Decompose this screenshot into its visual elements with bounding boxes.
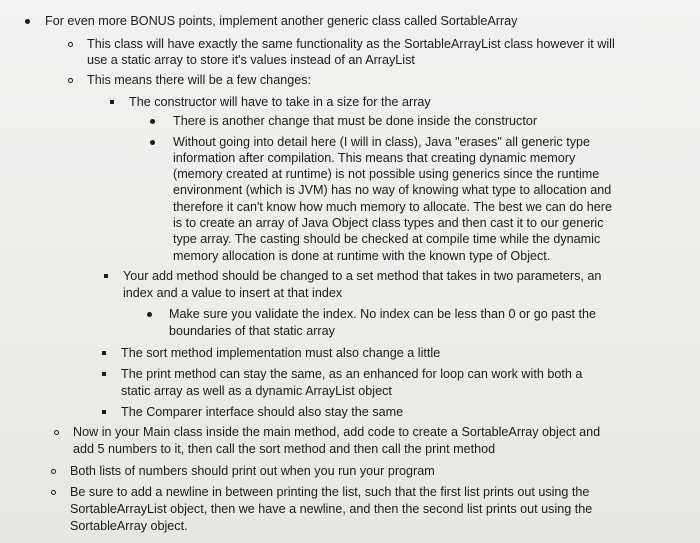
text-line: Your add method should be changed to a set method that takes in two parameters, an xyxy=(123,269,602,283)
text-line: add 5 numbers to it, then call the sort method and then call the print method xyxy=(73,442,496,456)
text-line: SortableArray object. xyxy=(70,519,188,533)
hollow-bullet-icon xyxy=(68,78,73,83)
hollow-bullet-icon xyxy=(51,490,56,495)
text-line: type array. The casting should be checked at compile time while the dynamic xyxy=(173,232,601,246)
text-line: The constructor will have to take in a size for the array xyxy=(129,95,431,109)
text-line: Without going into detail here (I will in class), Java "erases" all generic type xyxy=(173,135,591,149)
round-bullet-icon xyxy=(147,312,152,317)
text-line: For even more BONUS points, implement another generic class called SortableArray xyxy=(45,14,518,28)
text-line: Both lists of numbers should print out when you run your program xyxy=(70,464,435,478)
text-line: The Comparer interface should also stay the same xyxy=(121,405,404,419)
text-line: therefore it can't know how much memory to allocate. The best we can do here xyxy=(173,200,612,214)
hollow-bullet-icon xyxy=(51,469,56,474)
hollow-bullet-icon xyxy=(68,42,73,47)
hollow-bullet-icon xyxy=(54,430,59,435)
text-line: environment (which is JVM) has no way of knowing what type to allocation and xyxy=(173,183,612,197)
text-line: index and a value to insert at that index xyxy=(123,286,343,300)
text-line: boundaries of that static array xyxy=(169,324,335,338)
round-bullet-icon xyxy=(150,140,155,145)
text-line: Now in your Main class inside the main method, add code to create a SortableArray object and xyxy=(73,425,601,439)
text-line: Make sure you validate the index. No index can be less than 0 or go past the xyxy=(169,307,597,321)
text-line: The sort method implementation must also change a little xyxy=(121,346,441,360)
text-line: static array as well as a dynamic ArrayList object xyxy=(121,384,392,398)
text-line: This class will have exactly the same functionality as the SortableArrayList class however it will xyxy=(87,37,615,51)
text-line: use a static array to store it's values instead of an ArrayList xyxy=(87,53,415,67)
square-bullet-icon xyxy=(110,100,114,104)
text-line: information after compilation. This means that creating dynamic memory xyxy=(173,151,576,165)
text-line: There is another change that must be done inside the constructor xyxy=(173,114,538,128)
square-bullet-icon xyxy=(104,274,108,278)
text-line: The print method can stay the same, as an enhanced for loop can work with both a xyxy=(121,367,583,381)
text-line: Be sure to add a newline in between printing the list, such that the first list prints out using the xyxy=(70,485,590,499)
square-bullet-icon xyxy=(102,410,106,414)
text-line: SortableArrayList object, then we have a newline, and then the second list prints out using the xyxy=(70,502,593,516)
square-bullet-icon xyxy=(102,351,106,355)
text-line: (memory created at runtime) is not possible using generics since the runtime xyxy=(173,167,600,181)
square-bullet-icon xyxy=(102,372,106,376)
round-bullet-icon xyxy=(150,119,155,124)
text-line: This means there will be a few changes: xyxy=(87,73,312,87)
text-line: is to create an array of Java Object class types and then cast it to our generic xyxy=(173,216,604,230)
text-line: memory allocation is done at runtime with the known type of Object. xyxy=(173,249,551,263)
round-bullet-icon xyxy=(25,19,30,24)
